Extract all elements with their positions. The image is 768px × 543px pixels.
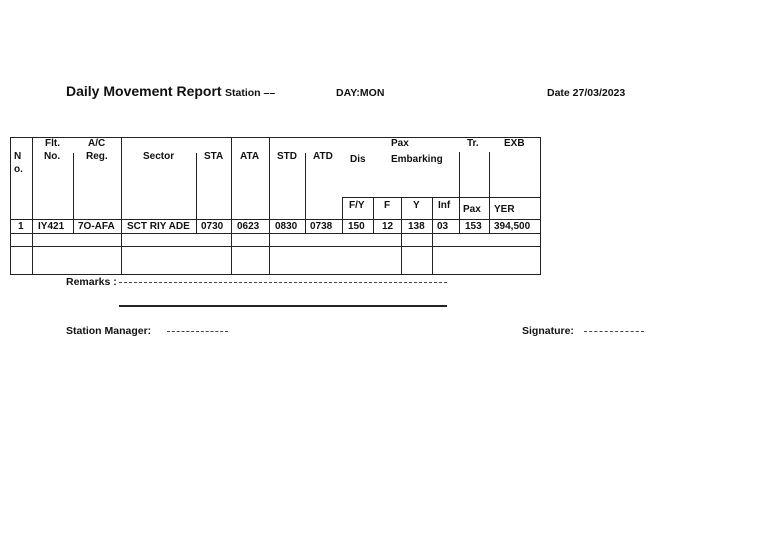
cell-y: 138 xyxy=(408,221,425,232)
cell-inf: 03 xyxy=(437,221,449,232)
cell-dis: 150 xyxy=(348,221,365,232)
header-atd: ATD xyxy=(313,151,333,162)
header-tr: Tr. xyxy=(467,138,479,149)
header-no-2: o. xyxy=(14,164,23,175)
header-no: N xyxy=(14,151,22,162)
header-y: Y xyxy=(413,200,420,211)
header-sta: STA xyxy=(204,151,224,162)
header-exb: EXB xyxy=(504,138,525,149)
header-inf: Inf xyxy=(438,200,451,211)
cell-sector: SCT RIY ADE xyxy=(127,221,190,232)
header-flt: Flt. xyxy=(45,138,60,149)
cell-ata: 0623 xyxy=(237,221,260,232)
signature-line xyxy=(584,331,644,332)
station-label: Station –– xyxy=(225,87,276,99)
header-yer: YER xyxy=(494,204,515,215)
header-ata: ATA xyxy=(240,151,260,162)
remarks-line-2 xyxy=(119,305,447,307)
cell-atd: 0738 xyxy=(310,221,333,232)
header-dis: Dis xyxy=(350,154,366,165)
cell-ac: 7O-AFA xyxy=(78,221,115,232)
remarks-label: Remarks : xyxy=(66,276,117,288)
cell-no: 1 xyxy=(18,221,24,232)
station-manager-label: Station Manager: xyxy=(66,325,152,337)
header-std: STD xyxy=(277,151,297,162)
cell-std: 0830 xyxy=(275,221,298,232)
signature-label: Signature: xyxy=(522,325,574,337)
station-manager-line xyxy=(167,331,228,332)
cell-f: 12 xyxy=(382,221,394,232)
cell-tr: 153 xyxy=(465,221,482,232)
header-f: F xyxy=(384,200,391,211)
cell-flt: IY421 xyxy=(38,221,65,232)
header-pax: Pax xyxy=(391,138,409,149)
header-embarking: Embarking xyxy=(391,154,443,165)
cell-sta: 0730 xyxy=(201,221,224,232)
header-ac-2: Reg. xyxy=(86,151,108,162)
cell-exb: 394,500 xyxy=(494,221,531,232)
header-ac: A/C xyxy=(88,138,106,149)
header-fy: F/Y xyxy=(349,200,365,211)
header-sector: Sector xyxy=(143,151,175,162)
header-tr-pax: Pax xyxy=(463,204,481,215)
header-flt-2: No. xyxy=(44,151,61,162)
day-label: DAY:MON xyxy=(336,87,385,99)
remarks-line-1 xyxy=(119,282,447,283)
date-label: Date 27/03/2023 xyxy=(547,87,626,99)
report-title: Daily Movement Report xyxy=(66,83,222,99)
